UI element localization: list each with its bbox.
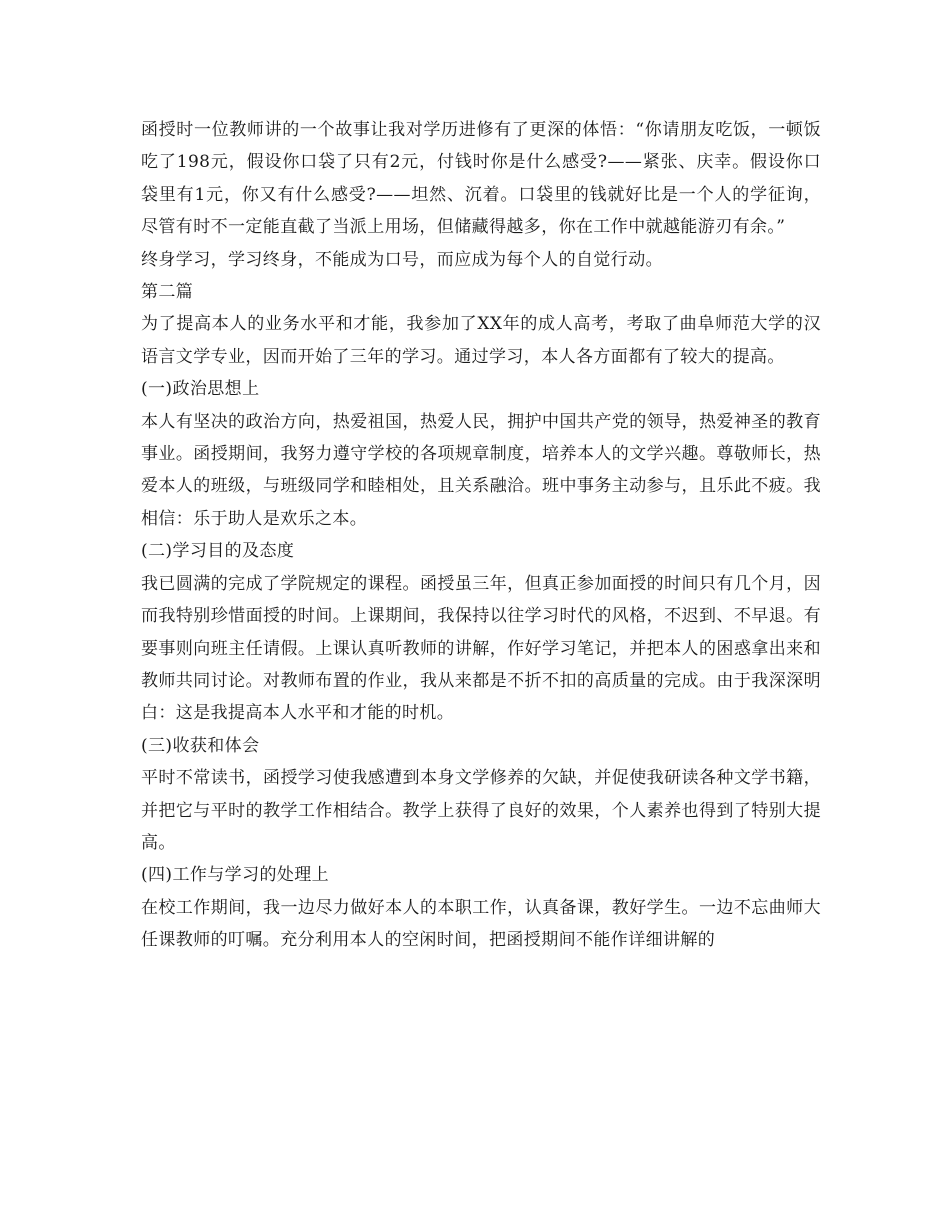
section-title-part-two: 第二篇 [141, 282, 194, 303]
paragraph-lifelong-learning: 终身学习，学习终身，不能成为口号，而应成为每个人的自觉行动。 [141, 249, 663, 270]
heading-gains: (三)收获和体会 [141, 735, 260, 756]
paragraph-intro: 为了提高本人的业务水平和才能，我参加了XX年的成人高考，考取了曲阜师范大学的汉语言文学专业，因而开始了三年的学习。通过学习，本人各方面都有了较大的提高。 [141, 314, 821, 367]
heading-political-thought: (一)政治思想上 [141, 379, 260, 400]
paragraph-gains: 平时不常读书，函授学习使我感遭到本身文学修养的欠缺，并促使我研读各种文学书籍，并把它与平时的教学工作相结合。教学上获得了良好的效果，个人素养也得到了特别大提高。 [141, 768, 821, 853]
heading-study-purpose: (二)学习目的及态度 [141, 541, 295, 562]
paragraph-work-study-balance: 在校工作期间，我一边尽力做好本人的本职工作，认真备课，教好学生。一边不忘曲师大任课教师的叮嘱。充分利用本人的空闲时间，把函授期间不能作详细讲解的 [141, 897, 821, 951]
document-body [141, 114, 821, 957]
paragraph-story: 函授时一位教师讲的一个故事让我对学历进修有了更深的体悟：“你请朋友吃饭，一顿饭吃了198元，假设你口袋了只有2元，付钱时你是什么感受?——紧张、庆幸。假设你口袋里有1元，你又有什么感受?——坦然、沉着。口袋里的钱就好比是一个人的学征询，尽管有时不一定能直截了当派上用场，但储藏得越多，你在工作中就越能游刃有余。” [141, 120, 821, 238]
paragraph-study-purpose: 我已圆满的完成了学院规定的课程。函授虽三年，但真正参加面授的时间只有几个月，因而我特别珍惜面授的时间。上课期间，我保持以往学习时代的风格，不迟到、不早退。有要事则向班主任请假。上课认真听教师的讲解，作好学习笔记，并把本人的困惑拿出来和教师共同讨论。对教师布置的作业，我从来都是不折不扣的高质量的完成。由于我深深明白：这是我提高本人水平和才能的时机。 [141, 573, 821, 724]
heading-work-study-balance: (四)工作与学习的处理上 [141, 865, 330, 886]
paragraph-political-thought: 本人有坚决的政治方向，热爱祖国，热爱人民，拥护中国共产党的领导，热爱神圣的教育事业。函授期间，我努力遵守学校的各项规章制度，培养本人的文学兴趣。尊敬师长，热爱本人的班级，与班级同学和睦相处，且关系融洽。班中事务主动参与，且乐此不疲。我相信：乐于助人是欢乐之本。 [141, 411, 821, 529]
